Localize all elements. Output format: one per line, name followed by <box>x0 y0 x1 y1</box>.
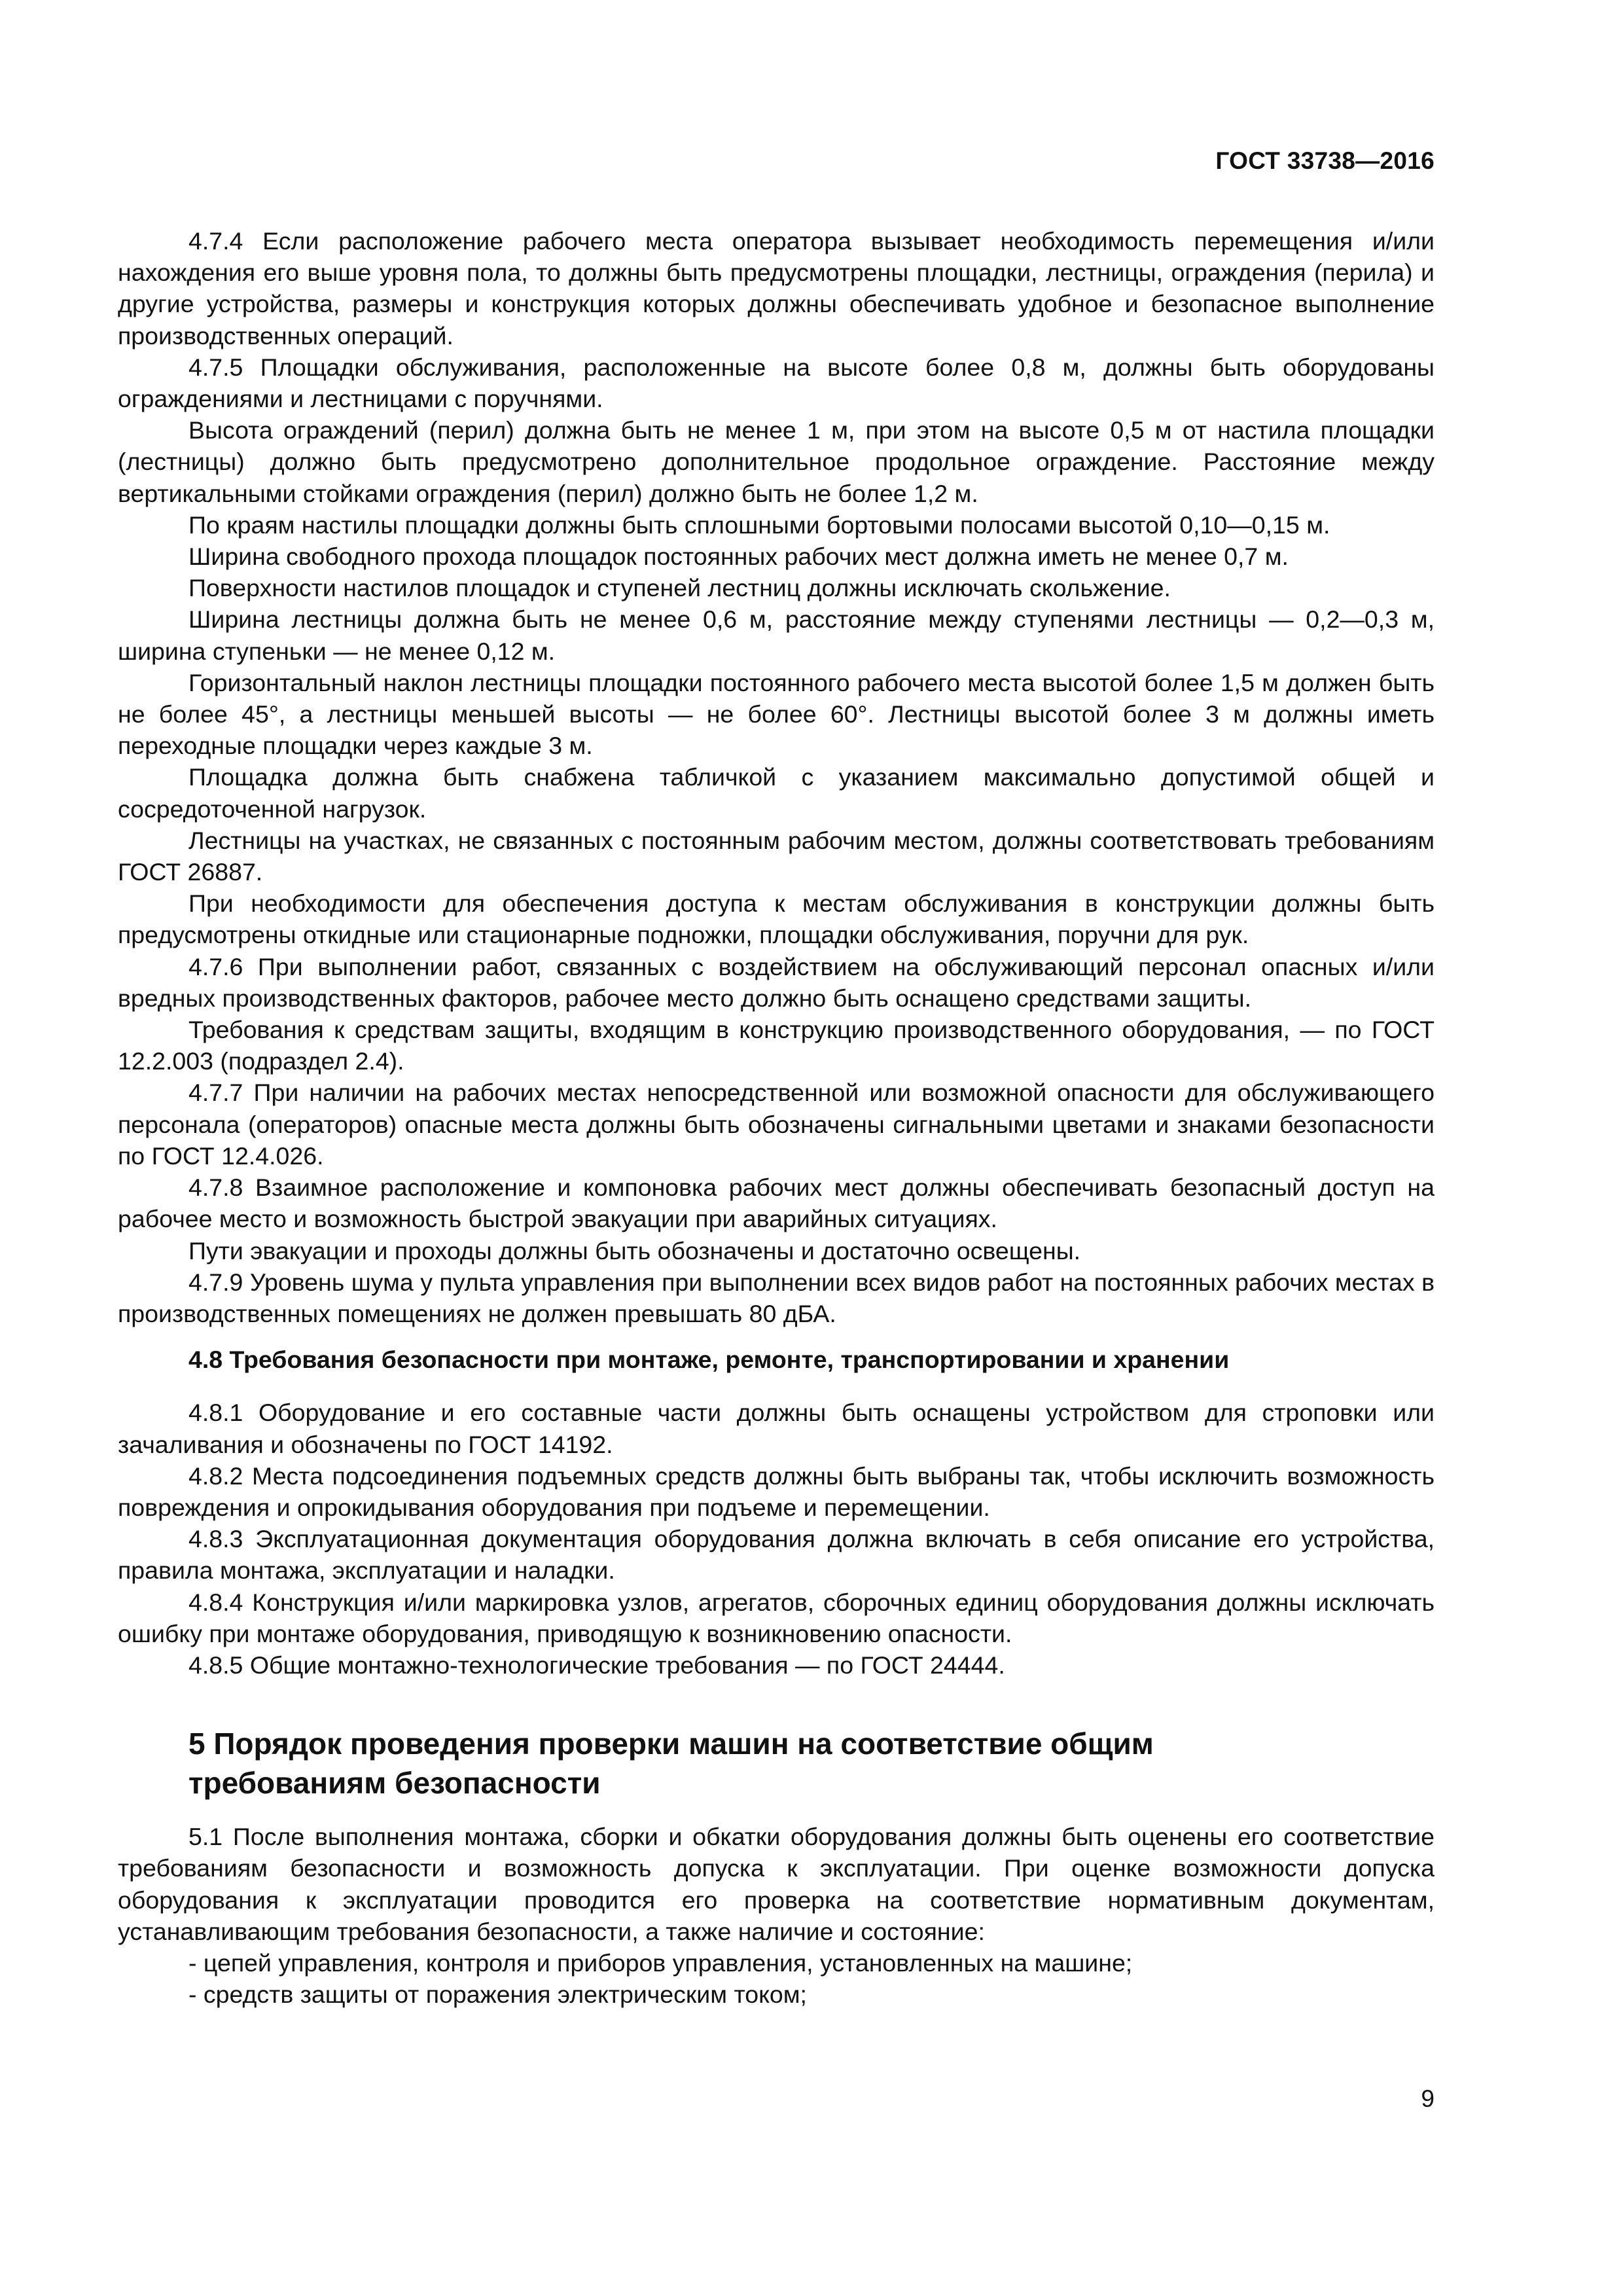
paragraph: Поверхности настилов площадок и ступеней лестниц должны исключать скольжение. <box>188 574 1171 602</box>
paragraph: 4.8.3 Эксплуатационная документация оборудования должна включать в себя описание его устройства, правила монтажа, эксплуатации и наладки. <box>118 1525 1435 1585</box>
paragraph: Пути эвакуации и проходы должны быть обозначены и достаточно освещены. <box>188 1236 1081 1265</box>
paragraph: Требования к средствам защиты, входящим в конструкцию производственного оборудования, — по ГОСТ 12.2.003 (подраздел 2.4). <box>118 1016 1435 1075</box>
document-body <box>118 225 1435 2010</box>
paragraph: Горизонтальный наклон лестницы площадки постоянного рабочего места высотой более 1,5 м должен быть не более 45°, а лестницы меньшей высоты — не более 60°. Лестницы высотой более 3 м должны иметь переходные площадки через каждые 3 м. <box>118 668 1435 760</box>
document-header: ГОСТ 33738—2016 <box>1215 147 1435 174</box>
paragraph: При необходимости для обеспечения доступа к местам обслуживания в конструкции должны быть предусмотрены откидные или стационарные подножки, площадки обслуживания, поручни для рук. <box>118 889 1435 949</box>
list-item: - цепей управления, контроля и приборов управления, установленных на машине; <box>188 1948 1133 1977</box>
paragraph: Ширина лестницы должна быть не менее 0,6 м, расстояние между ступенями лестницы — 0,2—0,3 м, ширина ступеньки — не менее 0,12 м. <box>118 605 1435 665</box>
section-heading <box>118 1724 1435 1803</box>
document-page <box>118 0 1435 2296</box>
section-heading-line: 5 Порядок проведения проверки машин на соответствие общим <box>188 1727 1154 1761</box>
paragraph: Высота ограждений (перил) должна быть не менее 1 м, при этом на высоте 0,5 м от настила площадки (лестницы) должно быть предусмотрено дополнительное продольное ограждение. Расстояние между вертикальными стойками ограждения (перил) должно быть не более 1,2 м. <box>118 416 1435 507</box>
list-item: - средств защиты от поражения электрическим током; <box>188 1981 807 2009</box>
paragraph: 4.7.5 Площадки обслуживания, расположенные на высоте более 0,8 м, должны быть оборудованы ограждениями и лестницами с поручнями. <box>118 353 1435 413</box>
paragraph: 4.7.7 При наличии на рабочих местах непосредственной или возможной опасности для обслуживающего персонала (операторов) опасные места должны быть обозначены сигнальными цветами и знаками безопасности по ГОСТ 12.4.026. <box>118 1079 1435 1170</box>
paragraph: Ширина свободного прохода площадок постоянных рабочих мест должна иметь не менее 0,7 м. <box>188 543 1289 571</box>
subsection-heading: 4.8 Требования безопасности при монтаже, ремонте, транспортировании и хранении <box>188 1346 1230 1374</box>
paragraph: Лестницы на участках, не связанных с постоянным рабочим местом, должны соответствовать требованиям ГОСТ 26887. <box>118 826 1435 886</box>
paragraph: 4.7.9 Уровень шума у пульта управления при выполнении всех видов работ на постоянных рабочих местах в производственных помещениях не должен превышать 80 дБА. <box>118 1268 1435 1327</box>
paragraph: 5.1 После выполнения монтажа, сборки и обкатки оборудования должны быть оценены его соответствие требованиям безопасности и возможность допуска к эксплуатации. При оценке возможности допуска оборудования к эксплуатации проводится его проверка на соответствие нормативным документам, устанавливающим требования безопасности, а также наличие и состояние: <box>118 1823 1435 1945</box>
paragraph: По краям настилы площадки должны быть сплошными бортовыми полосами высотой 0,10—0,15 м. <box>188 511 1330 539</box>
paragraph: 4.7.8 Взаимное расположение и компоновка рабочих мест должны обеспечивать безопасный доступ на рабочее место и возможность быстрой эвакуации при аварийных ситуациях. <box>118 1174 1435 1233</box>
paragraph: 4.8.2 Места подсоединения подъемных средств должны быть выбраны так, чтобы исключить возможность повреждения и опрокидывания оборудования при подъеме и перемещении. <box>118 1462 1435 1521</box>
section-heading-line: требованиям безопасности <box>188 1766 601 1801</box>
paragraph: 4.8.5 Общие монтажно-технологические требования — по ГОСТ 24444. <box>188 1651 1005 1679</box>
paragraph: 4.7.4 Если расположение рабочего места оператора вызывает необходимость перемещения и/или нахождения его выше уровня пола, то должны быть предусмотрены площадки, лестницы, ограждения (перила) и другие устройства, размеры и конструкция которых должны обеспечивать удобное и безопасное выполнение производственных операций. <box>118 227 1435 350</box>
paragraph: Площадка должна быть снабжена табличкой с указанием максимально допустимой общей и сосредоточенной нагрузок. <box>118 763 1435 823</box>
paragraph: 4.7.6 При выполнении работ, связанных с воздействием на обслуживающий персонал опасных и/или вредных производственных факторов, рабочее место должно быть оснащено средствами защиты. <box>118 952 1435 1012</box>
paragraph: 4.8.1 Оборудование и его составные части должны быть оснащены устройством для строповки или зачаливания и обозначены по ГОСТ 14192. <box>118 1399 1435 1458</box>
paragraph: 4.8.4 Конструкция и/или маркировка узлов, агрегатов, сборочных единиц оборудования должны исключать ошибку при монтаже оборудования, приводящую к возникновению опасности. <box>118 1588 1435 1647</box>
page-number: 9 <box>1421 2085 1435 2112</box>
